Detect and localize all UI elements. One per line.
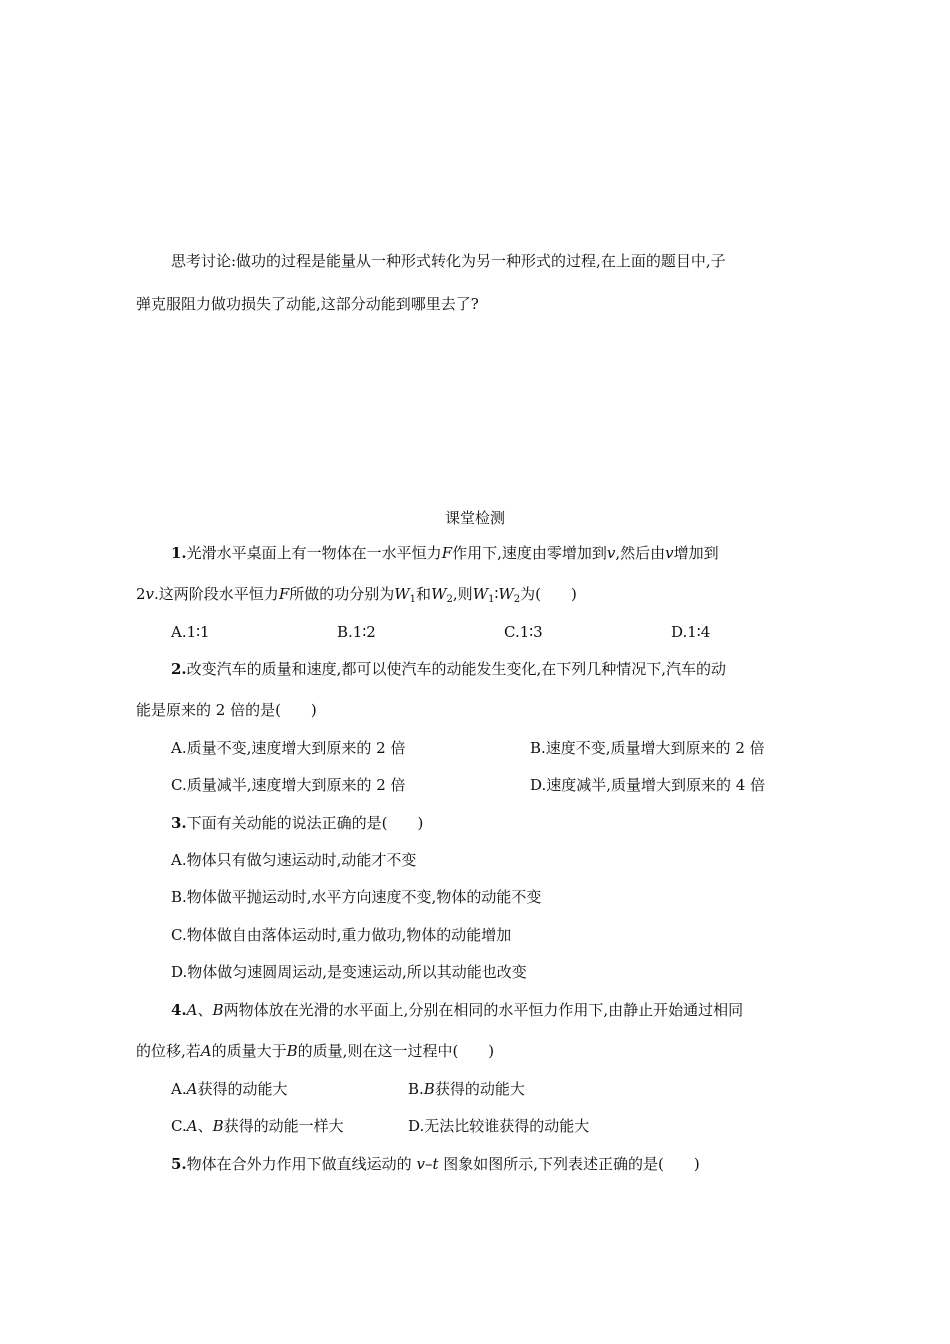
q1-number: 1. — [171, 544, 187, 562]
discussion-line-1: 思考讨论:做功的过程是能量从一种形式转化为另一种形式的过程,在上面的题目中,子 — [171, 252, 726, 270]
q3-option-b: B.物体做平抛运动时,水平方向速度不变,物体的动能不变 — [171, 888, 542, 906]
discussion-line-2: 弹克服阻力做功损失了动能,这部分动能到哪里去了? — [136, 295, 479, 313]
q1-line-2: 2v.这两阶段水平恒力F所做的功分别为$W_1$和$W_2$,则$W_1∶W_2$为( ) — [136, 585, 577, 605]
q2-number: 2. — [171, 660, 187, 678]
q3-number: 3. — [171, 814, 187, 832]
q3-option-c: C.物体做自由落体运动时,重力做功,物体的动能增加 — [171, 926, 512, 944]
q1-option-c: C.1∶3 — [504, 623, 543, 641]
q4-option-a: A.A获得的动能大 — [171, 1080, 288, 1098]
q4-option-c: C.A、B获得的动能一样大 — [171, 1117, 344, 1135]
q4-option-b: B.B获得的动能大 — [408, 1080, 525, 1098]
q1-option-a: A.1∶1 — [171, 623, 210, 641]
q2-option-a: A.质量不变,速度增大到原来的 2 倍 — [171, 739, 406, 757]
q5-number: 5. — [171, 1155, 187, 1173]
q4-number: 4. — [171, 1001, 187, 1019]
q3-line-1: 3.下面有关动能的说法正确的是( ) — [171, 814, 424, 832]
q2-line-1: 2.改变汽车的质量和速度,都可以使汽车的动能发生变化,在下列几种情况下,汽车的动 — [171, 660, 726, 678]
q3-option-d: D.物体做匀速圆周运动,是变速运动,所以其动能也改变 — [171, 963, 527, 981]
section-title: 课堂检测 — [444, 509, 505, 527]
q2-option-b: B.速度不变,质量增大到原来的 2 倍 — [530, 739, 765, 757]
q5-line-1: 5.物体在合外力作用下做直线运动的 v–t 图象如图所示,下列表述正确的是( ) — [171, 1155, 700, 1173]
q2-option-d: D.速度减半,质量增大到原来的 4 倍 — [530, 776, 766, 794]
q4-option-d: D.无法比较谁获得的动能大 — [408, 1117, 590, 1135]
q1-option-b: B.1∶2 — [337, 623, 376, 641]
q4-line-1: 4.A、B两物体放在光滑的水平面上,分别在相同的水平恒力作用下,由静止开始通过相同 — [171, 1001, 744, 1019]
q4-line-2: 的位移,若A的质量大于B的质量,则在这一过程中( ) — [136, 1042, 495, 1060]
q1-line-1: 1.光滑水平桌面上有一物体在一水平恒力F作用下,速度由零增加到v,然后由v增加到 — [171, 544, 719, 562]
q1-option-d: D.1∶4 — [671, 623, 711, 641]
q3-option-a: A.物体只有做匀速运动时,动能才不变 — [171, 851, 417, 869]
q2-line-2: 能是原来的 2 倍的是( ) — [136, 701, 317, 719]
q2-option-c: C.质量减半,速度增大到原来的 2 倍 — [171, 776, 406, 794]
